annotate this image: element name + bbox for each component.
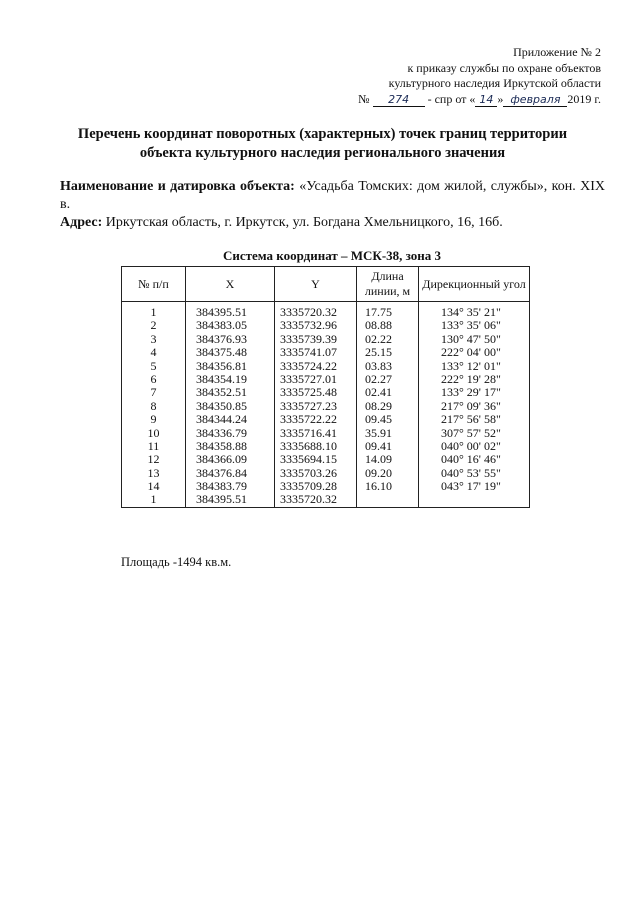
column-x: [186, 302, 275, 508]
x-value: 384356.81: [196, 358, 247, 373]
object-address-value: Иркутская область, г. Иркутск, ул. Богдана Хмельницкого, 16, 16б.: [105, 215, 503, 230]
direction-angle: 217° 56' 58": [441, 412, 501, 427]
x-value: 384350.85: [196, 398, 247, 413]
line-length: 14.09: [365, 452, 392, 467]
line-length: 25.15: [365, 345, 392, 360]
object-name-value: «Усадьба Томских: дом жилой, службы», кон. XIX в.: [60, 179, 605, 212]
line-length: 09.45: [365, 412, 392, 427]
point-number: 8: [150, 398, 157, 413]
coordinates-table: [121, 266, 530, 508]
x-value: 384358.88: [196, 438, 247, 453]
object-address-label: Адрес:: [60, 215, 103, 230]
y-value: 3335727.01: [280, 371, 337, 386]
line-length: 09.20: [365, 465, 392, 480]
appendix-line-1: Приложение № 2: [513, 45, 601, 59]
order-year: 2019 г.: [567, 91, 601, 106]
line-length: 03.83: [365, 358, 392, 373]
object-address-paragraph: [60, 214, 605, 232]
header-y: Y: [275, 267, 357, 302]
point-number: 2: [150, 318, 157, 333]
x-value: 384344.24: [196, 412, 247, 427]
y-value: 3335725.48: [280, 385, 337, 400]
document-title: [40, 125, 605, 163]
object-info: [60, 178, 605, 232]
table-header-row: [122, 267, 530, 302]
point-number: 12: [147, 452, 160, 467]
table-body-row: [122, 302, 530, 508]
y-value: 3335724.22: [280, 358, 337, 373]
y-value: 3335741.07: [280, 345, 337, 360]
order-date-prefix: - спр от «: [427, 91, 476, 106]
y-value: 3335720.32: [280, 305, 337, 319]
x-value: 384366.09: [196, 452, 247, 467]
direction-angle: 130° 47' 50": [441, 331, 501, 346]
line-length: 08.88: [365, 318, 392, 333]
direction-angle: 040° 00' 02": [441, 438, 501, 453]
point-number: 4: [150, 345, 157, 360]
column-angles: [419, 302, 530, 508]
y-value: 3335694.15: [280, 452, 337, 467]
y-value: 3335720.32: [280, 492, 337, 507]
point-number: 6: [150, 371, 157, 386]
area-text: Площадь -1494 кв.м.: [121, 555, 232, 569]
column-point-numbers: [122, 302, 186, 508]
line-length: 02.22: [365, 331, 392, 346]
line-length: 09.41: [365, 438, 392, 453]
y-value: 3335716.41: [280, 425, 337, 440]
y-value: 3335709.28: [280, 479, 337, 494]
direction-angle: 133° 12' 01": [441, 358, 501, 373]
x-value: 384354.19: [196, 371, 247, 386]
direction-angle: 222° 04' 00": [441, 345, 501, 360]
direction-angle: 133° 29' 17": [441, 385, 501, 400]
direction-angle: 134° 35' 21": [441, 305, 501, 319]
appendix-header: [301, 45, 601, 107]
x-value: 384395.51: [196, 492, 247, 507]
point-number: 5: [150, 358, 157, 373]
direction-angle: 217° 09' 36": [441, 398, 501, 413]
column-lengths: [357, 302, 419, 508]
point-number: 7: [150, 385, 157, 400]
point-number: 10: [147, 425, 160, 440]
x-value: 384383.05: [196, 318, 247, 333]
order-date-separator: »: [497, 91, 504, 106]
table-caption: Система координат – МСК-38, зона 3: [222, 248, 442, 263]
title-line-2: объекта культурного наследия регионального значения: [139, 145, 506, 161]
y-value: 3335732.96: [280, 318, 337, 333]
object-name-paragraph: [60, 178, 605, 214]
direction-angle: 133° 35' 06": [441, 318, 501, 333]
x-value: 384376.93: [196, 331, 247, 346]
point-number: 14: [147, 479, 160, 494]
direction-angle: 222° 19' 28": [441, 371, 501, 386]
point-number: 9: [150, 412, 157, 427]
column-y: [275, 302, 357, 508]
direction-angle: 040° 16' 46": [441, 452, 501, 467]
point-number: 3: [150, 331, 157, 346]
header-point-number: № п/п: [122, 267, 186, 302]
x-value: 384336.79: [196, 425, 247, 440]
direction-angle: 307° 57' 52": [441, 425, 501, 440]
direction-angle: 043° 17' 19": [441, 479, 501, 494]
header-line-length: Длина линии, м: [357, 267, 419, 302]
point-number: 13: [147, 465, 160, 480]
point-number: 11: [147, 438, 160, 453]
line-length: 35.91: [365, 425, 392, 440]
order-line: [301, 92, 601, 108]
x-value: 384352.51: [196, 385, 247, 400]
line-length: 08.29: [365, 398, 392, 413]
appendix-line-2: к приказу службы по охране объектов: [407, 60, 601, 75]
appendix-line-3: культурного наследия Иркутской области: [388, 76, 601, 90]
y-value: 3335703.26: [280, 465, 337, 480]
line-length: 16.10: [365, 479, 392, 494]
order-number-handwritten: 274: [373, 93, 425, 107]
order-number-prefix: №: [358, 91, 370, 106]
object-name-label: Наименование и датировка объекта:: [60, 179, 295, 194]
line-length: 02.27: [365, 371, 392, 386]
x-value: 384376.84: [196, 465, 247, 480]
point-number: 1: [150, 492, 157, 507]
order-month-handwritten: февраля: [503, 93, 567, 107]
order-day-handwritten: 14: [475, 93, 497, 107]
header-x: X: [186, 267, 275, 302]
direction-angle: 040° 53' 55": [441, 465, 501, 480]
header-direction-angle: Дирекционный угол: [419, 267, 530, 302]
x-value: 384375.48: [196, 345, 247, 360]
line-length: 02.41: [365, 385, 392, 400]
title-line-1: Перечень координат поворотных (характерных) точек границ территории: [77, 126, 568, 142]
x-value: 384383.79: [196, 479, 247, 494]
line-length: 17.75: [365, 305, 392, 319]
y-value: 3335739.39: [280, 331, 337, 346]
point-number: 1: [150, 305, 157, 319]
y-value: 3335727.23: [280, 398, 337, 413]
x-value: 384395.51: [196, 305, 247, 319]
y-value: 3335722.22: [280, 412, 337, 427]
y-value: 3335688.10: [280, 438, 337, 453]
